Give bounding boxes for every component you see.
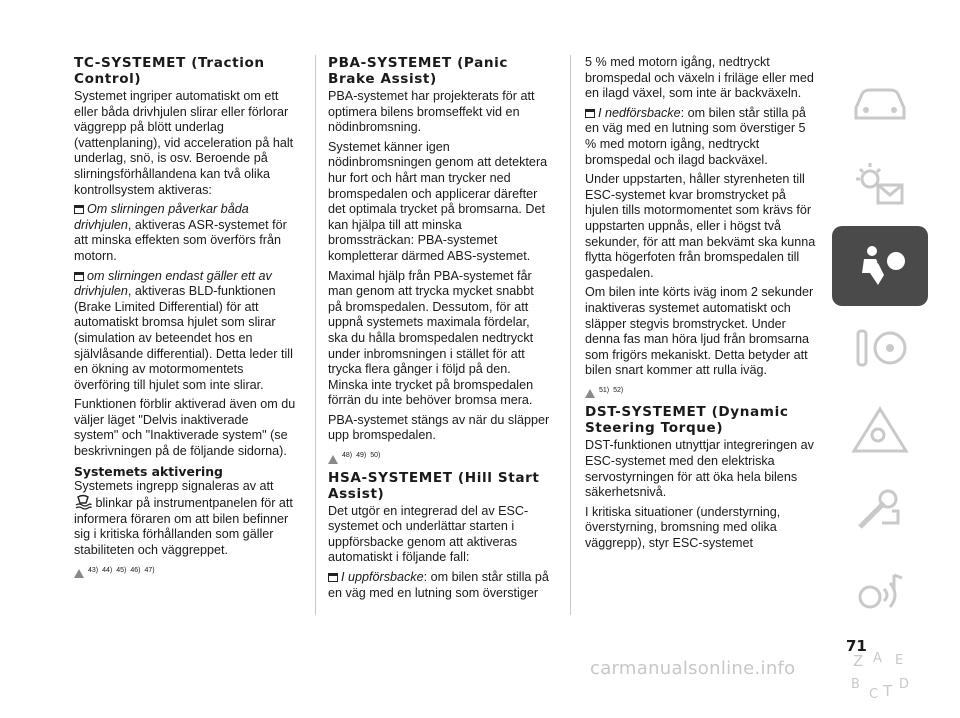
bullet-icon <box>74 272 84 281</box>
index-letter: B <box>851 677 860 692</box>
watermark: carmanualsonline.info <box>590 658 796 679</box>
airbag-seat-icon <box>848 241 912 291</box>
light-warning-icon <box>848 159 912 209</box>
service-wrench-icon <box>848 487 912 537</box>
warning-triangle-icon <box>585 389 595 398</box>
warning-triangle-icon <box>328 455 338 464</box>
car-dashboard-icon <box>848 78 912 126</box>
index-letter: A <box>873 651 882 666</box>
column-divider <box>315 55 316 615</box>
column-divider <box>570 55 571 615</box>
tab-safety[interactable] <box>832 226 928 306</box>
tc-heading: TC-SYSTEMET (Traction Control) <box>74 55 265 87</box>
warning-refs <box>328 448 550 464</box>
tab-lights-warnings[interactable] <box>832 144 928 224</box>
hsa-paragraph-3: Om bilen inte körts iväg inom 2 sekunder inaktiveras systemet automatiskt och släpper stegvis bromstrycket. Under denna fas man höra ljud från bromsarna som frigörs mekaniskt. Detta betyder att bilen snart kommer att rulla iväg. <box>585 285 814 378</box>
pba-heading: PBA-SYSTEMET (Panic Brake Assist) <box>328 55 509 87</box>
tab-emergency[interactable] <box>832 390 928 470</box>
hsa-bullet <box>328 570 550 601</box>
column-3 <box>585 55 817 556</box>
bullet-icon <box>328 573 338 582</box>
column-2 <box>328 55 550 605</box>
multimedia-icon <box>848 569 912 619</box>
chapter-sidebar <box>832 62 928 718</box>
hsa-paragraph-1: Det utgör en integrerad del av ESC-systemet och underlättar starten i uppförsbacke genom att aktiveras automatiskt i följande fall: <box>328 503 529 565</box>
index-letter: D <box>899 677 910 692</box>
page-number: 71 <box>846 637 867 655</box>
esc-warning-icon <box>74 494 92 510</box>
ref: 47) <box>144 566 155 574</box>
dst-paragraph-1: DST-funktionen utnyttjar integreringen av ESC-systemet med den elektriska servostyrningen för att öka hela bilens säkerhetsnivå. <box>585 438 814 500</box>
key-steering-icon <box>848 323 912 373</box>
tab-maintenance[interactable] <box>832 472 928 552</box>
bullet-italic: I nedförsbacke <box>598 105 681 120</box>
dst-heading: DST-SYSTEMET (Dynamic Steering Torque) <box>585 404 789 437</box>
ref: 48) <box>342 452 353 460</box>
bullet-italic: Om slirningen påverkar båda drivhjulen <box>74 202 249 232</box>
pba-paragraph-3: Maximal hjälp från PBA-systemet får man genom att trycka mycket snabbt på bromspedalen. Dessutom, för att uppnå systemets maximala fördelar, ska du hålla bromspedalen nedtryckt under inbromsningen i stället för att trycka flera gånger i följd på den. Minska inte trycket på bromspedalen förrän du inte behöver bromsa mera. <box>328 268 534 408</box>
bullet-text: , aktiveras BLD-funktionen (Brake Limited Differential) för att automatiskt bromsa hjulet som slirar (simulation av beteendet hos en självlåsande differential). Detta leder till en ökning av motormomentets överföring till hjulet som inte slirar. <box>74 284 293 392</box>
ref: 50) <box>370 452 381 460</box>
bullet-icon <box>585 109 595 118</box>
hsa-heading: HSA-SYSTEMET (Hill Start Assist) <box>328 469 540 502</box>
activation-text <box>74 479 296 559</box>
warning-triangle-icon <box>74 569 84 578</box>
activation-text-b: blinkar på instrumentpanelen för att informera föraren om att bilen befinner sig i kritiska förhållanden som gäller stabiliteten och väggreppet. <box>74 496 293 558</box>
hsa-continued: 5 % med motorn igång, nedtryckt bromspedal och växeln i friläge eller med en ilagd växel, som inte är backväxeln. <box>585 55 814 101</box>
hsa-paragraph-2: Under uppstarten, håller styrenheten till ESC-systemet kvar bromstrycket på hjulen tills motormomentet som krävs för uppstarten uppnås, eller i högst två sekunder, för att man bekvämt ska kunna flytta högerfoten från bromspedalen till gaspedalen. <box>585 172 816 280</box>
dst-paragraph-2: I kritiska situationer (understyrning, överstyrning, bromsning med olika väggrepp), styr ESC-systemet <box>585 504 781 551</box>
ref: 44) <box>102 566 113 574</box>
ref: 43) <box>88 566 99 574</box>
index-letter: C <box>869 687 879 702</box>
ref: 51) <box>599 386 610 394</box>
column-1 <box>74 55 296 584</box>
activation-heading: Systemets aktivering <box>74 463 223 479</box>
pba-paragraph-4: PBA-systemet stängs av när du släpper upp bromspedalen. <box>328 412 550 443</box>
warning-triangle-icon <box>848 405 912 455</box>
index-letter: E <box>895 653 904 668</box>
bullet-text: : om bilen står stilla på en väg med en lutning som överstiger <box>328 570 549 600</box>
ref: 45) <box>116 566 127 574</box>
index-letter: Z <box>853 652 864 670</box>
warning-refs <box>585 383 817 399</box>
tab-multimedia[interactable] <box>832 554 928 634</box>
activation-text-a: Systemets ingrepp signaleras av att <box>74 478 274 493</box>
bullet-text: , aktiveras ASR-systemet för att minska effekten som överförs från motorn. <box>74 217 287 263</box>
tc-bullet-1 <box>74 202 296 264</box>
tc-paragraph-2: Funktionen förblir aktiverad även om du väljer läget "Delvis inaktiverade system" och "Inaktiverade system" (se beskrivningen på de följande sidorna). <box>74 397 296 459</box>
pba-paragraph-2: Systemet känner igen nödinbromsningen genom att detektera hur fort och hårt man trycker ned bromspedalen och applicerar därefter det optimala trycket på bromsarna. Det kan hjälpa till att minska bromssträckan: PBA-systemet kompletterar därmed ABS-systemet. <box>328 139 548 263</box>
bullet-italic: I uppförsbacke <box>341 570 424 585</box>
index-letters-icon <box>845 648 915 704</box>
index-letter: T <box>883 682 893 700</box>
bullet-text: : om bilen står stilla på en väg med en lutning som överstiger 5 % med motorn igång, nedtryckt bromspedal och ilagd backväxel. <box>585 105 806 167</box>
tc-intro: Systemet ingriper automatiskt om ett eller båda drivhjulen slirar eller förlorar väggrepp på blött underlag (vattenplaning), vid acceleration på halt underlag, snö, is osv. Beroende på slirningsförhållandena kan två olika kontrollsystem aktiveras: <box>74 89 294 197</box>
pba-paragraph-1: PBA-systemet har projekterats för att optimera bilens bromseffekt vid en nödinbromsning. <box>328 89 535 135</box>
tc-bullet-2 <box>74 269 296 394</box>
bullet-italic: om slirningen endast gäller ett av drivhjulen <box>74 268 272 299</box>
tab-starting-driving[interactable] <box>832 308 928 388</box>
ref: 52) <box>613 386 624 394</box>
warning-refs <box>74 563 296 579</box>
ref: 46) <box>130 566 141 574</box>
tab-car-dashboard[interactable] <box>832 62 928 142</box>
hsa-bullet-2 <box>585 106 817 168</box>
bullet-icon <box>74 205 84 214</box>
ref: 49) <box>356 452 367 460</box>
